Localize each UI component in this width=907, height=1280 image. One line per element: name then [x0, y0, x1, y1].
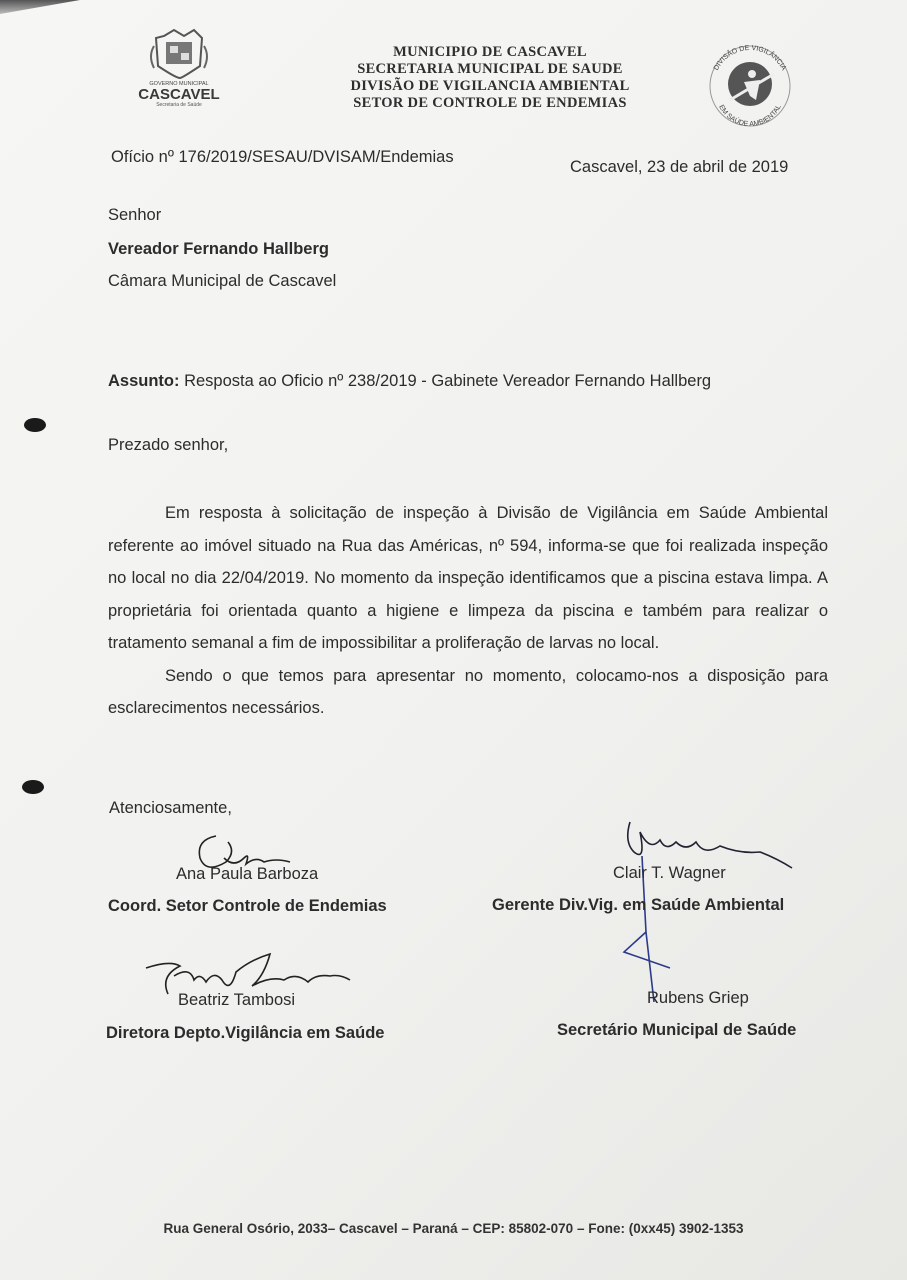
- environmental-health-seal-icon: [700, 44, 800, 128]
- signer-name-1: Ana Paula Barboza: [176, 865, 319, 883]
- cascavel-logo: [124, 26, 234, 110]
- letterhead-line-2: SECRETARIA MUNICIPAL DE SAUDE: [357, 61, 623, 77]
- subject-text: Resposta ao Oficio nº 238/2019 - Gabinete Vereador Fernando Hallberg: [179, 372, 712, 390]
- seal-ring-top-text: DIVISÃO DE VIGILÂNCIA: [712, 44, 788, 72]
- footer-address: Rua General Osório, 2033– Cascavel – Paraná – CEP: 85802-070 – Fone: (0xx45) 3902-1353: [163, 1221, 744, 1236]
- greeting: Prezado senhor,: [108, 436, 229, 454]
- coat-of-arms-icon: [124, 26, 234, 110]
- signer-name-2: Clair T. Wagner: [613, 864, 726, 882]
- signer-name-3: Beatriz Tambosi: [178, 991, 296, 1009]
- letterhead-line-3: DIVISÃO DE VIGILANCIA AMBIENTAL: [350, 78, 630, 94]
- svg-text:EM SAÚDE AMBIENTAL: [717, 104, 782, 128]
- letter-body: [108, 497, 828, 725]
- recipient-organization: Câmara Municipal de Cascavel: [108, 272, 337, 290]
- letterhead: [316, 44, 664, 112]
- seal-ring-bottom-text: EM SAÚDE AMBIENTAL: [717, 103, 783, 128]
- subject-label: Assunto:: [108, 372, 180, 390]
- signer-role-2: Gerente Div.Vig. em Saúde Ambiental: [492, 896, 785, 914]
- signer-role-3: Diretora Depto.Vigilância em Saúde: [106, 1024, 385, 1042]
- recipient-name: Vereador Fernando Hallberg: [108, 240, 329, 258]
- letterhead-line-4: SETOR DE CONTROLE DE ENDEMIAS: [353, 95, 627, 111]
- signer-role-1: Coord. Setor Controle de Endemias: [108, 897, 387, 915]
- punch-hole-bottom: [22, 780, 44, 794]
- body-paragraph-1: Em resposta à solicitação de inspeção à Divisão de Vigilância em Saúde Ambiental referente ao imóvel situado na Rua das Américas, nº 594, informa-se que foi realizada inspeção no local no dia 22/04/2019. No momento da inspeção identificamos que a piscina estava limpa. A proprietária foi orientada quanto a higiene e limpeza da piscina e também para realizar o tratamento semanal a fim de impossibilitar a proliferação de larvas no local.: [108, 504, 828, 652]
- letterhead-line-1: MUNICIPIO DE CASCAVEL: [393, 44, 587, 60]
- logo-name: CASCAVEL: [138, 86, 220, 103]
- page-corner-shadow: [0, 0, 80, 14]
- office-reference: Ofício nº 176/2019/SESAU/DVISAM/Endemias: [111, 148, 454, 166]
- signer-name-4: Rubens Griep: [647, 989, 749, 1007]
- salutation-title: Senhor: [108, 206, 162, 224]
- subject-line: [108, 372, 711, 391]
- letter-date: Cascavel, 23 de abril de 2019: [570, 158, 789, 176]
- logo-top-label: GOVERNO MUNICIPAL: [149, 81, 209, 87]
- logo-sub-label: Secretaria de Saúde: [156, 102, 202, 108]
- body-paragraph-2: Sendo o que temos para apresentar no momento, colocamo-nos a disposição para esclarecimentos necessários.: [108, 666, 828, 717]
- punch-hole-top: [24, 418, 46, 432]
- closing: Atenciosamente,: [109, 799, 232, 817]
- vigilancia-logo: [700, 44, 800, 128]
- signer-role-4: Secretário Municipal de Saúde: [557, 1021, 797, 1039]
